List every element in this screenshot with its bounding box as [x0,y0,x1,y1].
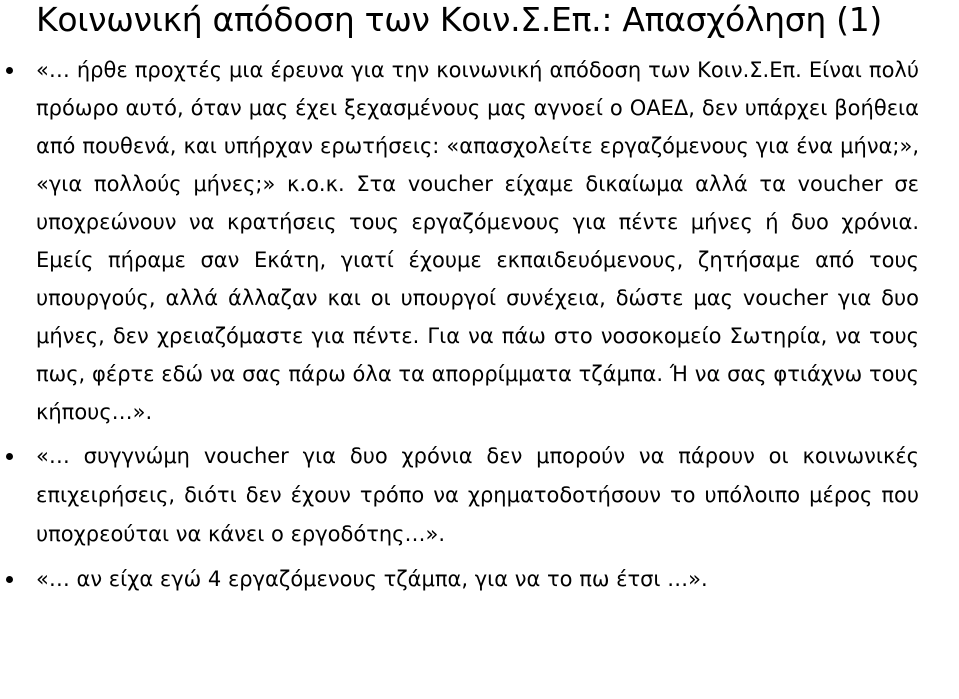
bullet-item [0,437,919,554]
bullet-dot-icon [6,576,13,583]
bullet-dot-icon [6,67,13,74]
bullet-dot-icon [6,453,13,460]
bullet-list [0,51,959,599]
bullet-item [0,51,919,431]
bullet-text: «… συγγνώμη voucher για δυο χρόνια δεν μπορούν να πάρουν οι κοινωνικές επιχειρήσεις, διότι δεν έχουν τρόπο να χρηματοδοτήσουν το υπόλοιπο μέρος που υποχρεούται να κάνει ο εργοδότης…». [36,444,919,546]
bullet-item [0,560,919,599]
slide-title: Κοινωνική απόδοση των Κοιν.Σ.Επ.: Απασχόληση (1) [36,0,883,39]
bullet-text: «… ήρθε προχτές μια έρευνα για την κοινωνική απόδοση των Κοιν.Σ.Επ. Είναι πολύ πρόωρο αυτό, όταν μας έχει ξεχασμένους μας αγνοεί ο ΟΑΕΔ, δεν υπάρχει βοήθεια από πουθενά, και υπήρχαν ερωτήσεις: «απασχολείτε εργαζόμενους για ένα μήνα;», «για πολλούς μήνες;» κ.ο.κ. Στα voucher είχαμε δικαίωμα αλλά τα voucher σε υποχρεώνουν να κρατήσεις τους εργαζόμενους για πέντε μήνες ή δυο χρόνια. Εμείς πήραμε σαν Εκάτη, γιατί έχουμε εκπαιδευόμενους, ζητήσαμε από τους υπουργούς, αλλά άλλαζαν και οι υπουργοί συνέχεια, δώστε μας voucher για δυο μήνες, δεν χρειαζόμαστε για πέντε. Για να πάω στο νοσοκομείο Σωτηρία, να τους πως, φέρτε εδώ να σας πάρω όλα τα απορρίμματα τζάμπα. Ή να σας φτιάχνω τους κήπους…». [36,58,919,424]
bullet-text: «… αν είχα εγώ 4 εργαζόμενους τζάμπα, για να το πω έτσι …». [36,567,708,591]
